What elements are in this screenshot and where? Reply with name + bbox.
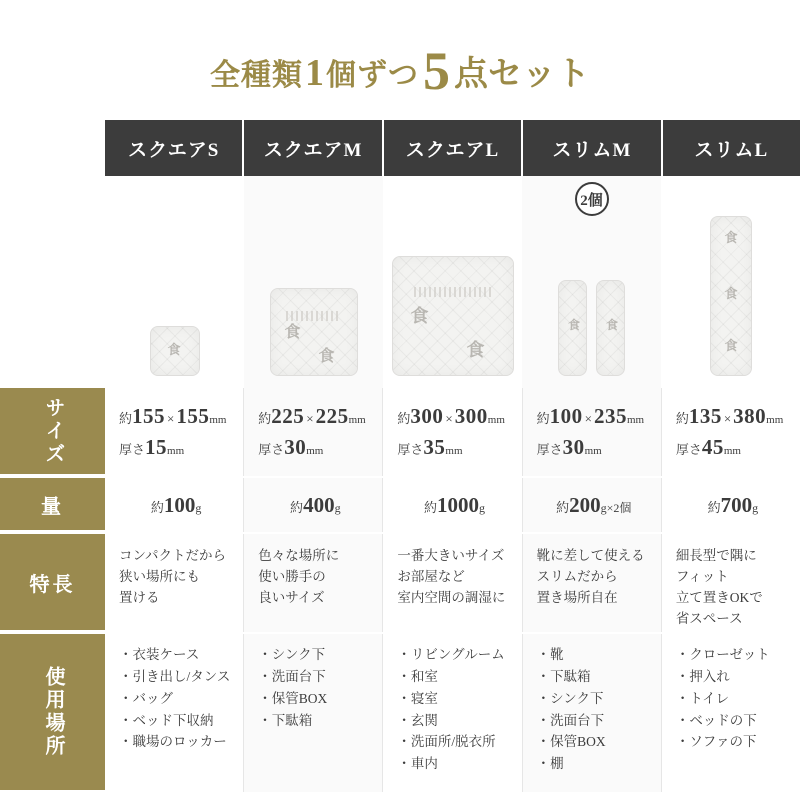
product-image-row bbox=[0, 176, 800, 388]
list-item: ・ 押入れ bbox=[676, 666, 792, 688]
thickness-value: 15 bbox=[145, 435, 168, 459]
list-item: ・ 保管BOX bbox=[258, 688, 374, 710]
size-width: 100 bbox=[549, 404, 583, 428]
list-item: ・ 棚 bbox=[537, 753, 653, 775]
usage-cell-slim-l bbox=[662, 634, 800, 792]
product-pack-image bbox=[392, 256, 514, 376]
column-header-label: スクエアL bbox=[405, 139, 500, 161]
size-cell-square-s bbox=[105, 388, 244, 476]
pack-kanji-label: 食 bbox=[724, 286, 738, 301]
list-item: ・ 寝室 bbox=[397, 688, 513, 710]
thickness-unit: mm bbox=[167, 445, 185, 457]
size-unit: mm bbox=[348, 414, 366, 426]
thickness-value: 45 bbox=[701, 435, 724, 459]
feature-line: フィット bbox=[675, 568, 729, 584]
feature-line: 靴に差して使える bbox=[536, 548, 645, 563]
amount-unit: g bbox=[195, 500, 202, 515]
list-item: ・ バッグ bbox=[119, 688, 235, 710]
size-height: 380 bbox=[733, 404, 767, 428]
amount-unit: g bbox=[600, 500, 607, 515]
feature-line: スリムだから bbox=[536, 568, 618, 584]
list-item: ・ 和室 bbox=[397, 666, 513, 688]
pack-kanji-label: 食 bbox=[167, 342, 181, 357]
pack-kanji-label: 食 bbox=[724, 338, 738, 353]
size-width: 225 bbox=[271, 404, 305, 428]
size-unit: mm bbox=[209, 414, 227, 426]
amount-value: 100 bbox=[163, 492, 196, 517]
amount-prefix: 約 bbox=[556, 499, 570, 515]
feature-line: 省スペース bbox=[675, 610, 743, 626]
amount-value: 200 bbox=[569, 492, 601, 517]
feature-line: 立て置きOKで bbox=[675, 589, 763, 605]
product-pack-image bbox=[270, 288, 358, 376]
header-spacer bbox=[0, 120, 105, 176]
feature-line: お部屋など bbox=[397, 568, 465, 584]
size-unit: mm bbox=[766, 414, 784, 426]
title-num2: 5 bbox=[423, 41, 450, 101]
usage-list bbox=[119, 644, 235, 753]
row-label-usage: 使用場所 bbox=[0, 634, 105, 792]
feature-line: 良いサイズ bbox=[258, 589, 325, 605]
size-prefix: 約 bbox=[536, 411, 550, 426]
row-label-feature: 特長 bbox=[0, 534, 105, 632]
size-height: 225 bbox=[315, 404, 349, 428]
size-width: 135 bbox=[688, 404, 722, 428]
column-header-label: スリムL bbox=[694, 139, 769, 161]
amount-value: 700 bbox=[720, 492, 753, 517]
title-part2: 個ずつ bbox=[326, 59, 419, 92]
amount-prefix: 約 bbox=[290, 499, 304, 515]
list-item: ・ 車内 bbox=[397, 753, 513, 775]
amount-prefix: 約 bbox=[707, 499, 721, 515]
amount-value: 1000 bbox=[437, 492, 480, 517]
title-part1: 全種類 bbox=[210, 59, 303, 92]
column-header-label: スクエアM bbox=[263, 139, 363, 161]
list-item: ・ シンク下 bbox=[537, 688, 653, 710]
usage-list bbox=[258, 644, 374, 731]
list-item: ・ 洗面台下 bbox=[537, 710, 653, 732]
column-header-label: スクエアS bbox=[128, 139, 220, 161]
feature-line: 色々な場所に bbox=[258, 548, 340, 563]
row-label-size: サイズ bbox=[0, 388, 105, 476]
feature-line: コンパクトだから bbox=[119, 548, 227, 563]
product-image-slim-m bbox=[522, 176, 661, 388]
list-item: ・ 洗面台下 bbox=[258, 666, 374, 688]
feature-cell-slim-l bbox=[662, 534, 800, 632]
column-header-slim-m bbox=[523, 120, 662, 176]
amount-cell-slim-l bbox=[662, 478, 800, 532]
product-pack-image bbox=[150, 326, 200, 376]
table-row-amount bbox=[0, 478, 800, 534]
feature-cell-square-l bbox=[383, 534, 522, 632]
list-item: ・ シンク下 bbox=[258, 644, 374, 666]
comparison-table bbox=[0, 120, 800, 794]
list-item: ・ 洗面所/脱衣所 bbox=[397, 731, 513, 753]
size-prefix: 約 bbox=[397, 411, 411, 426]
size-prefix: 約 bbox=[675, 411, 689, 426]
usage-cell-square-m bbox=[244, 634, 383, 792]
list-item: ・ リビングルーム bbox=[397, 644, 513, 666]
product-image-square-l bbox=[383, 176, 522, 388]
product-pack-image bbox=[558, 280, 587, 376]
table-row-size bbox=[0, 388, 800, 478]
quantity-badge: 2個 bbox=[575, 182, 609, 216]
thickness-label: 厚さ bbox=[258, 442, 285, 457]
size-x: × bbox=[584, 411, 592, 426]
amount-unit: g bbox=[752, 500, 759, 515]
feature-line: 一番大きいサイズ bbox=[397, 548, 505, 563]
size-width: 155 bbox=[132, 404, 166, 428]
feature-cell-slim-m bbox=[523, 534, 662, 632]
title-part3: 点セット bbox=[454, 56, 590, 93]
column-header-slim-l bbox=[663, 120, 800, 176]
size-height: 235 bbox=[593, 404, 627, 428]
thickness-label: 厚さ bbox=[536, 442, 563, 457]
size-cell-slim-l bbox=[662, 388, 800, 476]
thickness-unit: mm bbox=[306, 445, 324, 457]
size-cell-square-l bbox=[383, 388, 522, 476]
size-cell-square-m bbox=[244, 388, 383, 476]
column-header-label: スリムM bbox=[552, 139, 632, 161]
feature-cell-square-s bbox=[105, 534, 244, 632]
size-unit: mm bbox=[626, 414, 645, 426]
pack-kanji-label: 食 bbox=[284, 324, 301, 341]
usage-cell-square-s bbox=[105, 634, 244, 792]
product-image-square-s bbox=[105, 176, 244, 388]
amount-value: 400 bbox=[303, 492, 335, 517]
column-header-square-s bbox=[105, 120, 244, 176]
list-item: ・ トイレ bbox=[676, 688, 792, 710]
thickness-unit: mm bbox=[445, 445, 463, 457]
size-unit: mm bbox=[487, 414, 505, 426]
thickness-unit: mm bbox=[723, 445, 741, 457]
list-item: ・ 衣装ケース bbox=[119, 644, 235, 666]
table-row-usage bbox=[0, 634, 800, 794]
usage-list bbox=[397, 644, 513, 775]
thickness-value: 35 bbox=[423, 435, 446, 459]
feature-line: 置き場所自在 bbox=[536, 589, 618, 605]
pack-kanji-label: 食 bbox=[466, 340, 485, 360]
product-pack-image bbox=[596, 280, 625, 376]
pack-kanji-label: 食 bbox=[410, 306, 429, 326]
size-x: × bbox=[445, 411, 453, 426]
product-image-square-m bbox=[244, 176, 383, 388]
feature-cell-square-m bbox=[244, 534, 383, 632]
pack-kanji-label: 食 bbox=[568, 318, 581, 332]
thickness-label: 厚さ bbox=[675, 442, 702, 457]
size-x: × bbox=[723, 411, 732, 426]
thickness-value: 30 bbox=[562, 435, 585, 459]
page-title bbox=[0, 36, 800, 101]
amount-unit: g bbox=[334, 500, 341, 515]
size-height: 155 bbox=[176, 404, 210, 428]
usage-list bbox=[676, 644, 792, 753]
amount-prefix: 約 bbox=[424, 499, 438, 515]
thickness-value: 30 bbox=[284, 435, 307, 459]
feature-line: 室内空間の調湿に bbox=[397, 589, 506, 605]
list-item: ・ 保管BOX bbox=[537, 731, 653, 753]
feature-line: 使い勝手の bbox=[258, 568, 326, 584]
size-x: × bbox=[167, 411, 175, 426]
usage-list bbox=[537, 644, 653, 775]
size-prefix: 約 bbox=[119, 411, 133, 426]
product-pack-image bbox=[710, 216, 752, 376]
amount-unit: g bbox=[479, 500, 486, 515]
list-item: ・ 靴 bbox=[537, 644, 653, 666]
title-num1: 1 bbox=[305, 52, 324, 94]
thickness-label: 厚さ bbox=[119, 442, 146, 457]
amount-cell-square-m bbox=[244, 478, 383, 532]
amount-prefix: 約 bbox=[150, 499, 164, 515]
table-row-feature bbox=[0, 534, 800, 634]
table-header-row bbox=[0, 120, 800, 176]
list-item: ・ ソファの下 bbox=[676, 731, 792, 753]
product-image-slim-l bbox=[661, 176, 800, 388]
image-spacer bbox=[0, 176, 105, 388]
size-width: 300 bbox=[410, 404, 444, 428]
column-header-square-m bbox=[244, 120, 383, 176]
list-item: ・ 引き出し/タンス bbox=[119, 666, 235, 688]
pack-kanji-label: 食 bbox=[606, 318, 619, 332]
feature-line: 細長型で隅に bbox=[675, 548, 757, 563]
list-item: ・ 玄関 bbox=[397, 710, 513, 732]
thickness-label: 厚さ bbox=[397, 442, 424, 457]
amount-cell-slim-m bbox=[523, 478, 662, 532]
thickness-unit: mm bbox=[584, 445, 602, 457]
feature-line: 置ける bbox=[119, 589, 160, 605]
usage-cell-slim-m bbox=[523, 634, 662, 792]
list-item: ・ ベッドの下 bbox=[676, 710, 792, 732]
pack-kanji-label: 食 bbox=[318, 348, 335, 365]
row-label-amount: 量 bbox=[0, 478, 105, 532]
size-height: 300 bbox=[454, 404, 488, 428]
list-item: ・ ベッド下収納 bbox=[119, 710, 235, 732]
column-header-square-l bbox=[384, 120, 523, 176]
amount-extra: ×2個 bbox=[606, 500, 632, 515]
feature-line: 狭い場所にも bbox=[119, 568, 200, 584]
amount-cell-square-l bbox=[383, 478, 522, 532]
size-x: × bbox=[306, 411, 314, 426]
usage-cell-square-l bbox=[383, 634, 522, 792]
pack-kanji-label: 食 bbox=[724, 230, 738, 245]
list-item: ・ 下駄箱 bbox=[537, 666, 653, 688]
list-item: ・ 下駄箱 bbox=[258, 710, 374, 732]
product-pack-pair bbox=[558, 280, 625, 376]
list-item: ・ クローゼット bbox=[676, 644, 792, 666]
list-item: ・ 職場のロッカー bbox=[119, 731, 235, 753]
amount-cell-square-s bbox=[105, 478, 244, 532]
size-prefix: 約 bbox=[258, 411, 272, 426]
size-cell-slim-m bbox=[523, 388, 662, 476]
